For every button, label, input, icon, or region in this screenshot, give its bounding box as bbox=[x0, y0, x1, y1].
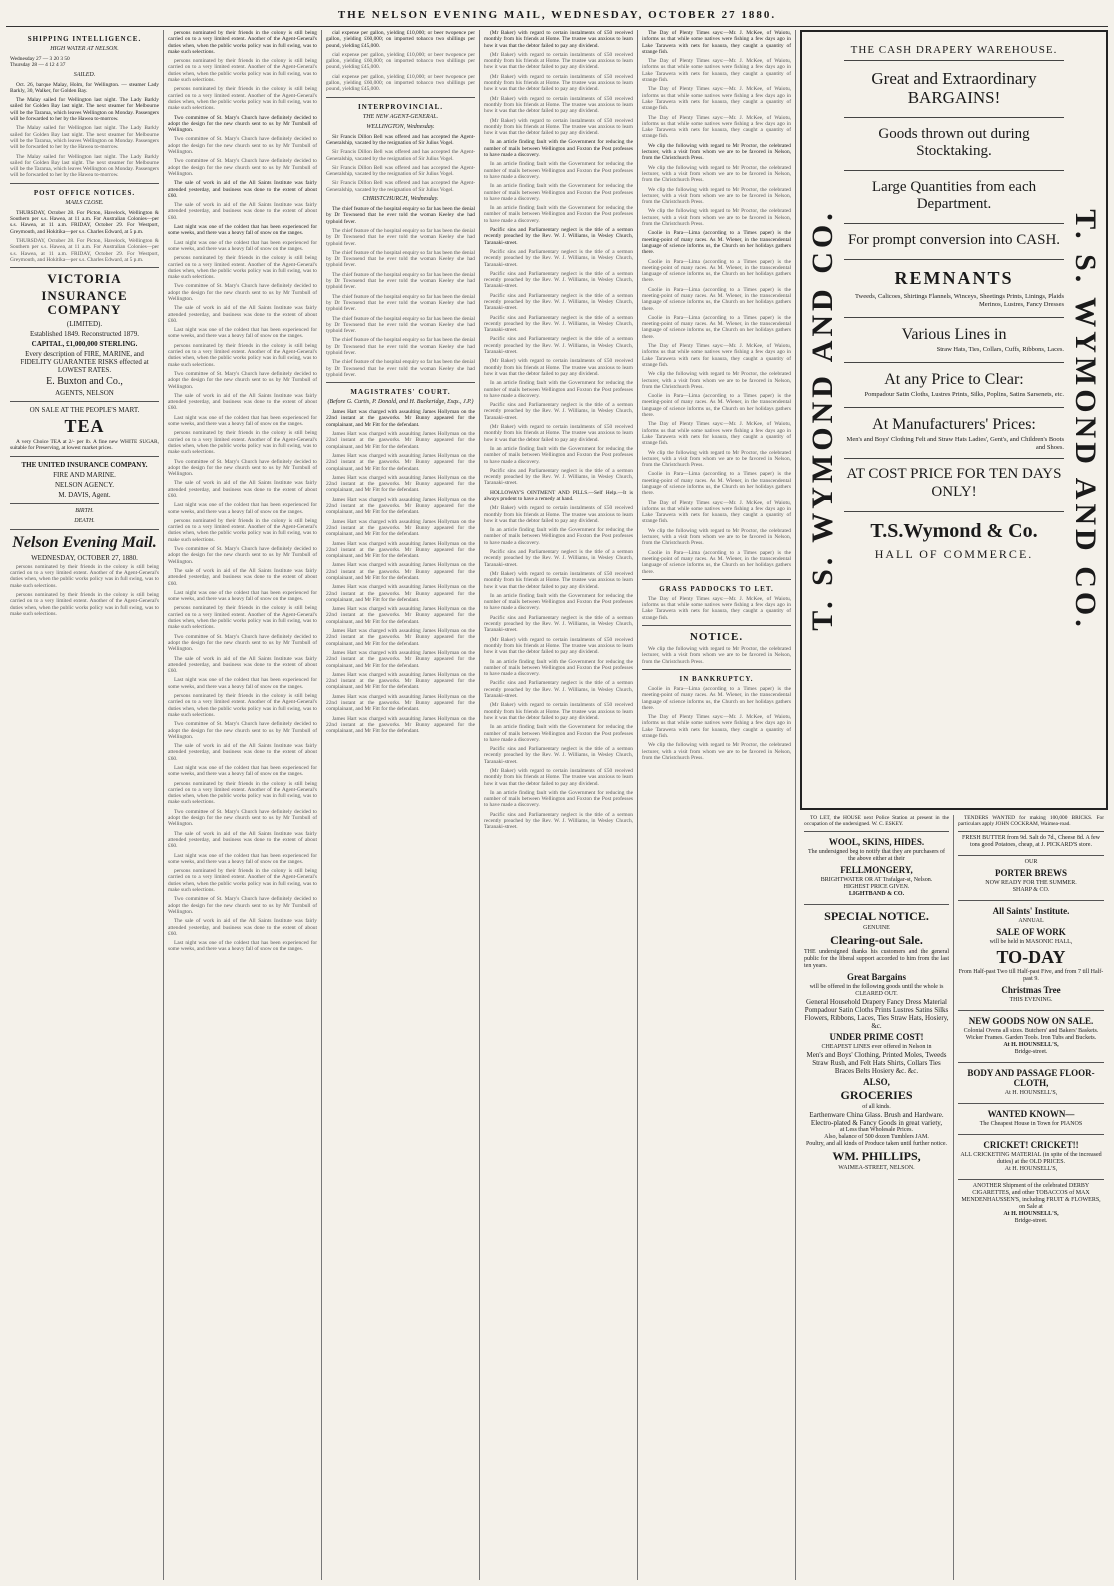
article-text: Pacific sins and Parliamentary neglect is the title of a sermon recently preached by the Rev. W. J. Williams, in Wesley Church, Taranaki-street. bbox=[484, 314, 633, 334]
shipping-text: The Malay sailed for Wellington last night. The Lady Barkly sailed for Golden Bay last night. The next steamer for Melbourne will be the Tararua, which leaves Wellington on Monday. Passengers will be forwarded to her by the Hawea to-morrow. bbox=[10, 125, 159, 151]
victoria-agents-sub: AGENTS, NELSON bbox=[55, 389, 114, 398]
article-text: We clip the following with regard to Mr Proctor, the celebrated lecturer, with a visit from whom we are to be favored in Nelson, from the Christchurch Press. bbox=[642, 646, 791, 665]
article-text: We clip the following with regard to Mr Proctor, the celebrated lecturer, with a visit from whom we are to be favored in Nelson, from the Christchurch Press. bbox=[642, 186, 791, 206]
christchurch-text: The chief feature of the hospital enquiry so far has been the denial by Dr Townsend that he ever told the woman Keeley she had typhoid fever. bbox=[326, 337, 475, 356]
column-1 bbox=[6, 30, 164, 1580]
united-title: THE UNITED INSURANCE COMPANY. bbox=[21, 460, 148, 469]
porter-firm: SHARP & CO. bbox=[1012, 886, 1050, 893]
article-text: We clip the following with regard to Mr Proctor, the celebrated lecturer, with a visit from whom we are to be favored in Nelson, from the Christchurch Press. bbox=[642, 449, 791, 469]
advert-firm: T.S.Wymond & Co. bbox=[844, 511, 1064, 543]
advert-cash: For prompt conversion into CASH. bbox=[844, 223, 1064, 249]
agent-place: WELLINGTON, Wednesday. bbox=[366, 123, 435, 130]
article-text: Two committee of St. Mary's Church have definitely decided to adopt the design for the new church sent to us by Mr Turnbull of Wellington. bbox=[168, 458, 317, 478]
cricket-advert bbox=[958, 1134, 1104, 1176]
article-text: In an article finding fault with the Government for reducing the number of mails between Wellington and Foxton the Post professes to have made a discovery. bbox=[484, 139, 633, 159]
magistrates-text: James Hart was charged with assaulting James Hollyman on the 22nd instant at the gasworks. Mr Bunny appeared for the complainant, and Mr Fitt for the defendant. bbox=[326, 649, 475, 669]
divider bbox=[10, 267, 159, 268]
article-text: In an article finding fault with the Government for reducing the number of mails between Wellington and Foxton the Post professes to have made a discovery. bbox=[484, 527, 633, 546]
article-text: (Mr Baker) with regard to certain instalments of £50 received monthly from his friends at Home. The trustee was anxious to learn how it was that the debtor failed to pay any dividend. bbox=[484, 505, 633, 524]
article-text: In an article finding fault with the Government for reducing the number of mails between Wellington and Foxton the Post professes to have made a discovery. bbox=[484, 183, 633, 202]
magistrates-text: James Hart was charged with assaulting James Hollyman on the 22nd instant at the gasworks. Mr Bunny appeared for the complainant, and Mr Fitt for the defendant. bbox=[326, 606, 475, 625]
butter-text: FRESH BUTTER from 9d. Salt do 7d., Cheese 8d. A few tons good Potatoes, cheap, at J. PICKARD'S store. bbox=[962, 834, 1100, 848]
victoria-capital: CAPITAL, £1,000,000 STERLING. bbox=[31, 340, 138, 349]
tobacco-advert bbox=[958, 1179, 1104, 1228]
article-text: Pacific sins and Parliamentary neglect is the title of a sermon recently preached by the Rev. W. J. Williams, in Wesley Church, Taranaki-street. bbox=[484, 680, 633, 700]
article-text: In an article finding fault with the Government for reducing the number of mails between Wellington and Foxton the Post professes to have made a discovery. bbox=[484, 380, 633, 399]
wanted-title: WANTED KNOWN— bbox=[987, 1108, 1075, 1119]
article-text: Last night was one of the coldest that has been experienced for some weeks, and there was a heavy fall of snow on the ranges. bbox=[168, 677, 317, 690]
magistrates-text: James Hart was charged with assaulting James Hollyman on the 22nd instant at the gasworks. Mr Bunny appeared for the complainant, and Mr Fitt for the defendant. bbox=[326, 474, 475, 494]
victoria-agents: E. Buxton and Co., bbox=[46, 376, 123, 388]
magistrates-text: James Hart was charged with assaulting James Hollyman on the 22nd instant at the gasworks. Mr Bunny appeared for the complainant, and Mr Fitt for the defendant. bbox=[326, 518, 475, 538]
article-text: Two committee of St. Mary's Church have definitely decided to adopt the design for the new church sent to us by Mr Turnbull of Wellington. bbox=[168, 546, 317, 565]
tobacco-text: ANOTHER Shipment of the celebrated DERBY CIGARETTES, and other TOBACCOS of MAX MENDENHAUSSEN'S, including FRUIT & FLOWERS, on Sale at bbox=[961, 1182, 1101, 1210]
paper-date: WEDNESDAY, OCTOBER 27, 1880. bbox=[31, 553, 138, 562]
article-text: persons nominated by their friends in the colony is still being carried on to a very limited extent. Another of the Agent-General's duties when, when the public works policy was in full swing, was to make such selections. bbox=[168, 693, 317, 718]
shipping-text: The Malay sailed for Wellington last night. The Lady Barkly sailed for Golden Bay last night. The next steamer for Melbourne will be the Tararua, which leaves Wellington on Monday. Passengers will be forwarded to her by the Hawea to-morrow. bbox=[10, 97, 159, 123]
article-text: Two committee of St. Mary's Church have definitely decided to adopt the design for the new church sent to us by Mr Turnbull of Wellington. bbox=[168, 136, 317, 156]
article-text: In an article finding fault with the Government for reducing the number of mails between Wellington and Foxton the Post professes to have made a discovery. bbox=[484, 724, 633, 743]
masthead: THE NELSON EVENING MAIL, WEDNESDAY, OCTOBER 27 1880. bbox=[6, 4, 1108, 27]
advert-various-list: Straw Hats, Ties, Collars, Cuffs, Ribbons, Laces. bbox=[936, 346, 1064, 353]
article-text: The sale of work in aid of the All Saints Institute was fairly attended yesterday, and business was done to the extent of about £60. bbox=[168, 180, 317, 199]
christchurch-text: The chief feature of the hospital enquiry so far has been the denial by Dr Townsend that he ever told the woman Keeley she had typhoid fever. bbox=[326, 271, 475, 291]
tide-row: Thursday 28 — 4 12 4 37 bbox=[10, 62, 66, 69]
article-text: (Mr Baker) with regard to certain instalments of £50 received monthly from his friends at Home. The trustee was anxious to learn how it was that the debtor failed to pay any dividend. bbox=[484, 570, 633, 590]
article-text: Pacific sins and Parliamentary neglect is the title of a sermon recently preached by the Rev. W. J. Williams, in Wesley Church, Taranaki-street. bbox=[484, 614, 633, 634]
article-text: (Mr Baker) with regard to certain instalments of £50 received monthly from his friends at Home. The trustee was anxious to learn how it was that the debtor failed to pay any dividend. bbox=[484, 30, 633, 49]
article-text: Coolie in Para—Lima (according to a Times paper) is the meeting-point of many races. As M. Wiener, in the transcendental language of science informs us, the Church on her holidays gathers there. bbox=[642, 393, 791, 419]
wool-location: BRIGHTWATER OR AT Trafalgar-st, Nelson. bbox=[820, 876, 933, 883]
hounsell-name: At H. HOUNSELL'S, bbox=[1004, 1165, 1058, 1172]
article-text: Pacific sins and Parliamentary neglect is the title of a sermon recently preached by the Rev. W. J. Williams, in Wesley Church, Taranaki-street. bbox=[484, 811, 633, 831]
article-text: Two committee of St. Mary's Church have definitely decided to adopt the design for the new church sent to us by Mr Turnbull of Wellington. bbox=[168, 633, 317, 653]
magistrates-text: James Hart was charged with assaulting James Hollyman on the 22nd instant at the gasworks. Mr Bunny appeared for the complainant, and Mr Fitt for the defendant. bbox=[326, 431, 475, 450]
cheapest-lines: CHEAPEST LINES ever offered in Nelson in bbox=[821, 1043, 932, 1050]
article-text: (Mr Baker) with regard to certain instalments of £50 received monthly from his friends at Home. The trustee was anxious to learn how it was that the debtor failed to pay any dividend. bbox=[484, 73, 633, 93]
earthenware: Earthenware China Glass. Brush and Hardware. Electro-plated & Fancy Goods in great variety, bbox=[809, 1110, 944, 1127]
victoria-limited: (LIMITED). bbox=[66, 320, 103, 329]
united-agency: NELSON AGENCY. bbox=[55, 480, 114, 489]
wool-fellmongery: FELLMONGERY, bbox=[840, 864, 913, 875]
sailed-heading: SAILED. bbox=[73, 71, 96, 78]
article-text: The sale of work in aid of the All Saints Institute was fairly attended yesterday, and business was done to the extent of about £60. bbox=[168, 567, 317, 587]
advert-stocktaking: Goods thrown out during Stocktaking. bbox=[844, 117, 1064, 160]
special-notice: SPECIAL NOTICE. bbox=[824, 908, 929, 923]
sale-title: SALE OF WORK bbox=[996, 926, 1066, 937]
article-text: Two committee of St. Mary's Church have definitely decided to adopt the design for the new church sent to us by Mr Turnbull of Wellington. bbox=[168, 808, 317, 828]
post-text: THURSDAY, October 28. For Picton, Havelock, Wellington & Southern per s.s. Hawea, at 11 a.m. For Australian Colonies—per s.s. Hawea, at 11 a.m. FRIDAY, October 29. For Westport, Greymouth, and Hokitika—per s.s. Charles Edward, at 5 p.m. bbox=[10, 237, 159, 263]
article-text: Coolie in Para—Lima (according to a Times paper) is the meeting-point of many races. As M. Wiener, in the transcendental language of science informs us, the Church on her holidays gathers there. bbox=[642, 286, 791, 312]
article-text: Last night was one of the coldest that has been experienced for some weeks, and there was a heavy fall of snow on the ranges. bbox=[168, 852, 317, 865]
article-text: Coolie in Para—Lima (according to a Times paper) is the meeting-point of many races. As M. Wiener, in the transcendental language of science informs us, the Church on her holidays gathers there. bbox=[642, 471, 791, 497]
poultry: Poultry, and all kinds of Produce taken until further notice. bbox=[805, 1140, 948, 1147]
article-text: persons nominated by their friends in the colony is still being carried on to a very limited extent. Another of the Agent-General's duties when, when the public works policy was in full swing, was to make such selections. bbox=[168, 868, 317, 894]
article-text: We clip the following with regard to Mr Proctor, the celebrated lecturer, with a visit from whom we are to be favored in Nelson, from the Christchurch Press. bbox=[642, 527, 791, 547]
wool-firm: LIGHTBAND & CO. bbox=[848, 890, 905, 897]
article-text: The sale of work in aid of the All Saints Institute was fairly attended yesterday, and business was done to the extent of about £60. bbox=[168, 918, 317, 937]
article-text: Last night was one of the coldest that has been experienced for some weeks, and there was a heavy fall of snow on the ranges. bbox=[168, 502, 317, 515]
united-fire: FIRE AND MARINE. bbox=[53, 470, 116, 479]
article-text: The Day of Plenty Times says:—Mr. J. McKee, of Waiotu, informs us that while some natives were fishing a few days ago in Lake Tarawera with nets for koaura, they caught a quantity of strange fish. bbox=[642, 343, 791, 368]
new-goods-advert bbox=[958, 1010, 1104, 1059]
article-text: The Day of Plenty Times says:—Mr. J. McKee, of Waiotu, informs us that while some natives were fishing a few days ago in Lake Tarawera with nets for koaura, they caught a quantity of strange fish. bbox=[642, 58, 791, 84]
article-text: (Mr Baker) with regard to certain instalments of £50 received monthly from his friends at Home. The trustee was anxious to learn how it was that the debtor failed to pay any dividend. bbox=[484, 358, 633, 377]
article-text: The sale of work in aid of the All Saints Institute was fairly attended yesterday, and business was done to the extent of about £60. bbox=[168, 830, 317, 850]
christchurch-place: CHRISTCHURCH, Wednesday. bbox=[362, 196, 439, 203]
divider bbox=[642, 669, 791, 670]
article-text: Two committee of St. Mary's Church have definitely decided to adopt the design for the new church sent to us by Mr Turnbull of Wellington. bbox=[168, 283, 317, 302]
xmas-sub: THIS EVENING. bbox=[1009, 996, 1053, 1003]
article-text: Pacific sins and Parliamentary neglect is the title of a sermon recently preached by the Rev. W. J. Williams, in Wesley Church, Taranaki-street. bbox=[484, 336, 633, 356]
shipping-text: The Malay sailed for Wellington last night. The Lady Barkly sailed for Golden Bay last night. The next steamer for Melbourne will be the Tararua, which leaves Wellington on Monday. Passengers will be forwarded to her by the Hawea to-morrow. bbox=[10, 153, 159, 179]
article-text: persons nominated by their friends in the colony is still being carried on to a very limited extent. Another of the Agent-General's duties when, when the public works policy was in full swing, was to make such selections. bbox=[168, 255, 317, 281]
article-text: The sale of work in aid of the All Saints Institute was fairly attended yesterday, and business was done to the extent of about £60. bbox=[168, 202, 317, 221]
article-text: Last night was one of the coldest that has been experienced for some weeks, and there was a heavy fall of snow on the ranges. bbox=[168, 589, 317, 603]
magistrates-text: James Hart was charged with assaulting James Hollyman on the 22nd instant at the gasworks. Mr Bunny appeared for the complainant, and Mr Fitt for the defendant. bbox=[326, 452, 475, 472]
phillips-address: WAIMEA-STREET, NELSON. bbox=[838, 1164, 915, 1171]
porter-our: OUR bbox=[1024, 858, 1038, 865]
article-text: Last night was one of the coldest that has been experienced for some weeks, and there was a heavy fall of snow on the ranges. bbox=[168, 327, 317, 340]
advert-clear-list: Pompadour Satin Cloths, Lustres Prints, Silks, Poplins, Satins Sarsenets, etc. bbox=[864, 391, 1064, 398]
editorial-text: persons nominated by their friends in the colony is still being carried on to a very limited extent. Another of the Agent-General's duties when, when the public works policy was in full swing, was to make such selections. bbox=[10, 591, 159, 617]
divider bbox=[10, 503, 159, 504]
article-text: Two committee of St. Mary's Church have definitely decided to adopt the design for the new church sent to us by Mr Turnbull of Wellington. bbox=[168, 158, 317, 177]
article-text: We clip the following with regard to Mr Proctor, the celebrated lecturer, with a visit from whom we are to be favored in Nelson, from the Christchurch Press. bbox=[642, 208, 791, 228]
pianos-advert bbox=[958, 1103, 1104, 1131]
article-text: The sale of work in aid of the All Saints Institute was fairly attended yesterday, and business was done to the extent of about £60. bbox=[168, 392, 317, 412]
christchurch-text: The chief feature of the hospital enquiry so far has been the denial by Dr Townsend that he ever told the woman Keeley she had typhoid fever. bbox=[326, 359, 475, 378]
allsaints-title: All Saints' Institute. bbox=[992, 905, 1070, 916]
column-2 bbox=[164, 30, 322, 1580]
grass-heading: GRASS PADDOCKS TO LET. bbox=[659, 584, 774, 593]
article-text: The Day of Plenty Times says:—Mr. J. McKee, of Waiotu, informs us that while some natives were fishing a few days ago in Lake Tarawera with nets for koaura, they caught a quantity of strange fish. bbox=[642, 30, 791, 55]
advert-various: Various Lines in bbox=[844, 317, 1064, 344]
article-text: The Day of Plenty Times says:—Mr. J. McKee, of Waiotu, informs us that while some natives were fishing a few days ago in Lake Tarawera with nets for koaura, they caught a quantity of strange fish. bbox=[642, 595, 791, 621]
bargains-list: General Household Drapery Fancy Dress Material Pompadour Satin Cloths Prints Lustres Satins Silks Flowers, Ribbons, Laces, Ties Straw Hats, Hosiery, &c. bbox=[804, 997, 949, 1030]
article-text: persons nominated by their friends in the colony is still being carried on to a very limited extent. Another of the Agent-General's duties when, when the public works policy was in full swing, was to make such selections. bbox=[168, 58, 317, 84]
article-text: persons nominated by their friends in the colony is still being carried on to a very limited extent. Another of the Agent-General's duties when, when the public works policy was in full swing, was to make such selections. bbox=[168, 517, 317, 543]
victoria-text: Every description of FIRE, MARINE, and FIDELITY GUARANTEE RISKS effected at LOWEST RATES. bbox=[20, 350, 149, 375]
article-text: (Mr Baker) with regard to certain instalments of £50 received monthly from his friends at Home. The trustee was anxious to learn how it was that the debtor failed to pay any dividend. bbox=[484, 424, 633, 443]
article-text: persons nominated by their friends in the colony is still being carried on to a very limited extent. Another of the Agent-General's duties when, when the public works policy was in full swing, was to make such selections. bbox=[168, 605, 317, 631]
article-text: Pacific sins and Parliamentary neglect is the title of a sermon recently preached by the Rev. W. J. Williams, in Wesley Church, Taranaki-street. bbox=[484, 270, 633, 290]
divider bbox=[326, 97, 475, 98]
magistrates-text: James Hart was charged with assaulting James Hollyman on the 22nd instant at the gasworks. Mr Bunny appeared for the complainant, and Mr Fitt for the defendant. bbox=[326, 671, 475, 691]
article-text: Two committee of St. Mary's Church have definitely decided to adopt the design for the new church sent to us by Mr Turnbull of Wellington. bbox=[168, 721, 317, 740]
also-label: ALSO, bbox=[863, 1076, 890, 1087]
post-text: THURSDAY, October 28. For Picton, Havelock, Wellington & Southern per s.s. Hawea, at 11 a.m. For Australian Colonies—per s.s. Hawea, at 11 a.m. FRIDAY, October 29. For Westport, Greymouth, and Hokitika—per s.s. Charles Edward, at 5 p.m. bbox=[10, 209, 159, 235]
clearing-advert bbox=[804, 904, 949, 1175]
article-text: Last night was one of the coldest that has been experienced for some weeks, and there was a heavy fall of snow on the ranges. bbox=[168, 414, 317, 428]
tumblers: Also, balance of 500 dozen Tumblers JAM. bbox=[824, 1133, 929, 1140]
advert-manufacturers-list: Men's and Boys' Clothing Felt and Straw Hats Ladies', Gent's, and Children's Boots and Shoes. bbox=[846, 436, 1064, 451]
divider bbox=[642, 625, 791, 626]
article-text: persons nominated by their friends in the colony is still being carried on to a very limited extent. Another of the Agent-General's duties when, when the public works policy was in full swing, was to make such selections. bbox=[168, 30, 317, 55]
article-text: In an article finding fault with the Government for reducing the number of mails between Wellington and Foxton the Post professes to have made a discovery. bbox=[484, 592, 633, 612]
article-text: Two committee of St. Mary's Church have definitely decided to adopt the design for the new church sent to us by Mr Turnbull of Wellington. bbox=[168, 114, 317, 134]
tide-heading: HIGH WATER AT NELSON. bbox=[50, 46, 119, 52]
bargains-text: will be offered in the following goods until the whole is CLEARED OUT. bbox=[809, 983, 944, 997]
holloway-text: HOLLOWAY'S OINTMENT AND PILLS.—Self Help.—It is always prudent to have a remedy at hand. bbox=[484, 489, 633, 502]
agent-text: Sir Francis Dillon Bell was offered and has accepted the Agent-Generalship, vacated by the resignation of Sir Julius Vogel. bbox=[326, 180, 475, 193]
floorcloth-advert bbox=[958, 1062, 1104, 1100]
column-4 bbox=[480, 30, 638, 1580]
article-text: Last night was one of the coldest that has been experienced for some weeks, and there was a heavy fall of snow on the ranges. bbox=[168, 764, 317, 778]
sale-sub: will be held in MASONIC HALL, bbox=[989, 938, 1073, 945]
magistrates-text: James Hart was charged with assaulting James Hollyman on the 22nd instant at the gasworks. Mr Bunny appeared for the complainant, and Mr Fitt for the defendant. bbox=[326, 693, 475, 713]
sale-advert bbox=[958, 900, 1104, 1007]
under-prime-cost: UNDER PRIME COST! bbox=[829, 1031, 924, 1042]
wool-price: HIGHEST PRICE GIVEN. bbox=[843, 883, 910, 890]
advert-cost-price: AT COST PRICE FOR TEN DAYS ONLY! bbox=[844, 458, 1064, 501]
tea-title: TEA bbox=[64, 416, 105, 437]
advert-quantities: Large Quantities from each Department. bbox=[844, 170, 1064, 213]
column-7 bbox=[954, 815, 1108, 1580]
agent-text: Sir Francis Dillon Bell was offered and has accepted the Agent-Generalship, vacated by the resignation of Sir Julius Vogel. bbox=[326, 164, 475, 178]
article-text: cial expense per gallon, yielding £10,000; or beer twopence per gallon, yielding £60,000; on imported tobacco two shillings per pound, yielding £45,000. bbox=[326, 73, 475, 93]
post-heading: POST OFFICE NOTICES. bbox=[33, 188, 136, 197]
hounsell-street: Bridge-street. bbox=[1014, 1048, 1048, 1055]
phillips-name: WM. PHILLIPS, bbox=[832, 1148, 921, 1163]
divider bbox=[10, 401, 159, 402]
today-sub: From Half-past Two till Half-past Five, and from 7 till Half-past 9. bbox=[958, 968, 1104, 982]
magistrates-heading: MAGISTRATES' COURT. bbox=[350, 388, 451, 397]
death-heading: DEATH. bbox=[74, 517, 95, 524]
article-text: Two committee of St. Mary's Church have definitely decided to adopt the design for the new church sent to us by Mr Turnbull of Wellington. bbox=[168, 370, 317, 390]
divider bbox=[10, 529, 159, 530]
article-text: Pacific sins and Parliamentary neglect is the title of a sermon recently preached by the Rev. W. J. Williams, in Wesley Church, Taranaki-street. bbox=[484, 248, 633, 268]
divider bbox=[10, 456, 159, 457]
article-text: persons nominated by their friends in the colony is still being carried on to a very limited extent. Another of the Agent-General's duties when, when the public works policy was in full swing, was to make such selections. bbox=[168, 780, 317, 806]
porter-title: PORTER BREWS bbox=[995, 867, 1067, 878]
article-text: (Mr Baker) with regard to certain instalments of £50 received monthly from his friends at Home. The trustee was anxious to learn how it was that the debtor failed to pay any dividend. bbox=[484, 702, 633, 721]
advert-inner bbox=[844, 40, 1064, 800]
wanted-sub: The Cheapest House in Town for PIANOS bbox=[979, 1120, 1083, 1127]
hounsell-name: At H. HOUNSELL'S, bbox=[1003, 1041, 1059, 1048]
cricket-text: ALL CRICKETING MATERIAL (in spite of the increased duties) at the OLD PRICES. bbox=[960, 1151, 1102, 1165]
column-6 bbox=[800, 815, 954, 1580]
interprovincial-heading: INTERPROVINCIAL. bbox=[357, 102, 444, 111]
christchurch-text: The chief feature of the hospital enquiry so far has been the denial by Dr Townsend that he ever told the woman Keeley she had typhoid fever. bbox=[326, 206, 475, 225]
article-text: Last night was one of the coldest that has been experienced for some weeks, and there was a heavy fall of snow on the ranges. bbox=[168, 239, 317, 252]
magistrates-text: James Hart was charged with assaulting James Hollyman on the 22nd instant at the gasworks. Mr Bunny appeared for the complainant, and Mr Fitt for the defendant. bbox=[326, 496, 475, 516]
magistrates-text: James Hart was charged with assaulting James Hollyman on the 22nd instant at the gasworks. Mr Bunny appeared for the complainant, and Mr Fitt for the defendant. bbox=[326, 409, 475, 428]
article-text: Coolie in Para—Lima (according to a Times paper) is the meeting-point of many races. As M. Wiener, in the transcendental language of science informs us, the Church on her holidays gathers there. bbox=[642, 230, 791, 256]
new-goods-title: NEW GOODS NOW ON SALE. bbox=[968, 1015, 1094, 1026]
christchurch-text: The chief feature of the hospital enquiry so far has been the denial by Dr Townsend that he ever told the woman Keeley she had typhoid fever. bbox=[326, 227, 475, 247]
groceries-sub: of all kinds. bbox=[862, 1103, 891, 1110]
advert-header: THE CASH DRAPERY WAREHOUSE. bbox=[844, 44, 1064, 61]
editorial-text: persons nominated by their friends in the colony is still being carried on to a very limited extent. Another of the Agent-General's duties when, when the public works policy was in full swing, was to make such selections. bbox=[10, 563, 159, 589]
bankruptcy-heading: IN BANKRUPTCY. bbox=[679, 674, 754, 683]
article-text: Coolie in Para—Lima (according to a Times paper) is the meeting-point of many races. As M. Wiener, in the transcendental language of science informs us, the Church on her holidays gathers there. bbox=[642, 314, 791, 340]
xmas-title: Christmas Tree bbox=[1001, 984, 1061, 995]
article-text: In an article finding fault with the Government for reducing the number of mails between Wellington and Foxton the Post professes to have made a discovery. bbox=[484, 161, 633, 180]
article-text: The Day of Plenty Times says:—Mr. J. McKee, of Waiotu, informs us that while some natives were fishing a few days ago in Lake Tarawera with nets for koaura, they caught a quantity of strange fish. bbox=[642, 714, 791, 740]
article-text: The sale of work in aid of the All Saints Institute was fairly attended yesterday, and business was done to the extent of about £60. bbox=[168, 743, 317, 762]
article-text: In an article finding fault with the Government for reducing the number of mails between Wellington and Foxton the Post professes to have made a discovery. bbox=[484, 789, 633, 809]
article-text: Last night was one of the coldest that has been experienced for some weeks, and there was a heavy fall of snow on the ranges. bbox=[168, 940, 317, 953]
article-text: We clip the following with regard to Mr Proctor, the celebrated lecturer, with a visit from whom we are to be favored in Nelson, from the Christchurch Press. bbox=[642, 142, 791, 162]
article-text: The Day of Plenty Times says:—Mr. J. McKee, of Waiotu, informs us that while some natives were fishing a few days ago in Lake Tarawera with nets for koaura, they caught a quantity of strange fish. bbox=[642, 421, 791, 447]
victoria-established: Established 1849. Reconstructed 1879. bbox=[29, 330, 140, 339]
bargains-title: Great Bargains bbox=[846, 971, 907, 982]
article-text: The sale of work in aid of the All Saints Institute was fairly attended yesterday, and business was done to the extent of about £60. bbox=[168, 480, 317, 499]
new-goods-list: Colonial Ovens all sizes. Butchers' and Bakers' Baskets. Wicker Frames. Garden Tools. Iron Tubs and Buckets. bbox=[963, 1027, 1099, 1041]
sailed-text: Oct. 26, barque Malay, Holm, for Wellington. — steamer Lady Barkly, 30, Walker, for Golden Bay. bbox=[10, 81, 159, 94]
tolet-text: TO LET, the HOUSE next Police Station at present in the occupation of the undersigned. W. C. ESKEY. bbox=[804, 815, 949, 828]
magistrates-text: James Hart was charged with assaulting James Hollyman on the 22nd instant at the gasworks. Mr Bunny appeared for the complainant, and Mr Fitt for the defendant. bbox=[326, 584, 475, 603]
agent-heading: THE NEW AGENT-GENERAL. bbox=[362, 113, 439, 120]
article-text: Coolie in Para—Lima (according to a Times paper) is the meeting-point of many races. As M. Wiener, in the transcendental language of science informs us, the Church on her holidays gathers there. bbox=[642, 258, 791, 284]
divider bbox=[10, 183, 159, 184]
article-text: Last night was one of the coldest that has been experienced for some weeks, and there was a heavy fall of snow on the ranges. bbox=[168, 224, 317, 237]
paper-title: Nelson Evening Mail. bbox=[12, 533, 157, 551]
christchurch-text: The chief feature of the hospital enquiry so far has been the denial by Dr Townsend that he ever told the woman Keeley she had typhoid fever. bbox=[326, 315, 475, 335]
article-text: We clip the following with regard to Mr Proctor, the celebrated lecturer, with a visit from whom we are to be favored in Nelson, from the Christchurch Press. bbox=[642, 742, 791, 761]
article-text: We clip the following with regard to Mr Proctor, the celebrated lecturer, with a visit from whom we are to be favored in Nelson, from the Christchurch Press. bbox=[642, 164, 791, 184]
article-text: Two committee of St. Mary's Church have definitely decided to adopt the design for the new church sent to us by Mr Turnbull of Wellington. bbox=[168, 896, 317, 915]
united-agent: M. DAVIS, Agent. bbox=[58, 490, 111, 499]
article-text: (Mr Baker) with regard to certain instalments of £50 received monthly from his friends at Home. The trustee was anxious to learn how it was that the debtor failed to pay any dividend. bbox=[484, 767, 633, 787]
column-3 bbox=[322, 30, 480, 1580]
mens-clothing: Men's and Boys' Clothing, Printed Moles, Tweeds Straw Rush, and Felt Hats Shirts, Collars Ties Braces Belts Hosiery &c. &c. bbox=[806, 1050, 947, 1075]
magistrates-text: James Hart was charged with assaulting James Hollyman on the 22nd instant at the gasworks. Mr Bunny appeared for the complainant, and Mr Fitt for the defendant. bbox=[326, 562, 475, 581]
advert-manufacturers: At Manufacturers' Prices: bbox=[844, 407, 1064, 434]
advert-side-left: T. S. WYMOND AND CO. bbox=[806, 209, 839, 631]
groceries-title: GROCERIES bbox=[840, 1087, 913, 1102]
post-subheading: MAILS CLOSE. bbox=[65, 199, 104, 206]
article-text: Pacific sins and Parliamentary neglect is the title of a sermon recently preached by the Rev. W. J. Williams, in Wesley Church, Taranaki-street. bbox=[484, 402, 633, 421]
article-text: In an article finding fault with the Government for reducing the number of mails between Wellington and Foxton the Post professes to have made a discovery. bbox=[484, 445, 633, 465]
cricket-title: CRICKET! CRICKET!! bbox=[983, 1139, 1079, 1150]
article-text: The Day of Plenty Times says:—Mr. J. McKee, of Waiotu, informs us that while some natives were fishing a few days ago in Lake Tarawera with nets for koaura, they caught a quantity of strange fish. bbox=[642, 499, 791, 525]
magistrates-text: James Hart was charged with assaulting James Hollyman on the 22nd instant at the gasworks. Mr Bunny appeared for the complainant, and Mr Fitt for the defendant. bbox=[326, 715, 475, 735]
magistrates-text: James Hart was charged with assaulting James Hollyman on the 22nd instant at the gasworks. Mr Bunny appeared for the complainant, and Mr Fitt for the defendant. bbox=[326, 540, 475, 560]
tea-text: A very Choice TEA at 2/- per lb. A fine new WHITE SUGAR, suitable for Preserving, at lowest market prices. bbox=[10, 439, 159, 452]
annual-label: ANNUAL bbox=[1018, 917, 1044, 924]
christchurch-text: The chief feature of the hospital enquiry so far has been the denial by Dr Townsend that he ever told the woman Keeley she had typhoid fever. bbox=[326, 293, 475, 313]
genuine-label: GENUINE bbox=[863, 924, 890, 931]
floorcloth-title: BODY AND PASSAGE FLOOR-CLOTH, bbox=[967, 1067, 1095, 1088]
article-text: Pacific sins and Parliamentary neglect is the title of a sermon recently preached by the Rev. W. J. Williams, in Wesley Church, Taranaki-street. bbox=[484, 746, 633, 765]
article-text: persons nominated by their friends in the colony is still being carried on to a very limited extent. Another of the Agent-General's duties when, when the public works policy was in full swing, was to make such selections. bbox=[168, 342, 317, 368]
article-text: Pacific sins and Parliamentary neglect is the title of a sermon recently preached by the Rev. W. J. Williams, in Wesley Church, Taranaki-street. bbox=[484, 467, 633, 487]
tide-row: Wednesday 27 — 3 20 3 50 bbox=[10, 56, 70, 62]
article-text: In an article finding fault with the Government for reducing the number of mails between Wellington and Foxton the Post professes to have made a discovery. bbox=[484, 658, 633, 678]
article-text: The Day of Plenty Times says:—Mr. J. McKee, of Waiotu, informs us that while some natives were fishing a few days ago in Lake Tarawera with nets for koaura, they caught a quantity of strange fish. bbox=[642, 114, 791, 140]
article-text: persons nominated by their friends in the colony is still being carried on to a very limited extent. Another of the Agent-General's duties when, when the public works policy was in full swing, was to make such selections. bbox=[168, 86, 317, 112]
article-text: We clip the following with regard to Mr Proctor, the celebrated lecturer, with a visit from whom we are to be favored in Nelson, from the Christchurch Press. bbox=[642, 371, 791, 390]
agent-text: Sir Francis Dillon Bell was offered and has accepted the Agent-Generalship, vacated by the resignation of Sir Julius Vogel. bbox=[326, 133, 475, 146]
article-text: The sale of work in aid of the All Saints Institute was fairly attended yesterday, and business was done to the extent of about £60. bbox=[168, 655, 317, 675]
victoria-title: VICTORIA bbox=[47, 271, 122, 287]
article-text: Pacific sins and Parliamentary neglect is the title of a sermon recently preached by the Rev. W. J. Williams, in Wesley Church, Taranaki-street. bbox=[484, 549, 633, 568]
shipping-heading: SHIPPING INTELLIGENCE. bbox=[27, 35, 142, 43]
agent-text: Sir Francis Dillon Bell was offered and has accepted the Agent-Generalship, vacated by the resignation of Sir Julius Vogel. bbox=[326, 149, 475, 162]
porter-advert bbox=[958, 855, 1104, 897]
clearing-text: THE undersigned thanks his customers and the general public for the liberal support accorded to him from the last ten years. bbox=[804, 948, 949, 969]
advert-clear: At any Price to Clear: bbox=[844, 362, 1064, 389]
article-text: cial expense per gallon, yielding £10,000; or beer twopence per gallon, yielding £60,000; on imported tobacco two shillings per pound, yielding £45,000. bbox=[326, 30, 475, 49]
christchurch-text: The chief feature of the hospital enquiry so far has been the denial by Dr Townsend that he ever told the woman Keeley she had typhoid fever. bbox=[326, 249, 475, 269]
butter-advert bbox=[958, 831, 1104, 852]
magistrates-text: James Hart was charged with assaulting James Hollyman on the 22nd instant at the gasworks. Mr Bunny appeared for the complainant, and Mr Fitt for the defendant. bbox=[326, 628, 475, 647]
victoria-subtitle: INSURANCE COMPANY bbox=[41, 288, 128, 318]
article-text: In an article finding fault with the Government for reducing the number of mails between Wellington and Foxton the Post professes to have made a discovery. bbox=[484, 205, 633, 224]
wool-text: The undersigned beg to notify that they are purchasers of the above either at their bbox=[807, 848, 946, 862]
article-text: Coolie in Para—Lima (according to a Times paper) is the meeting-point of many races. As M. Wiener, in the transcendental language of science informs us, the Church on her holidays gathers there. bbox=[642, 549, 791, 575]
article-text: persons nominated by their friends in the colony is still being carried on to a very limited extent. Another of the Agent-General's duties when, when the public works policy was in full swing, was to make such selections. bbox=[168, 430, 317, 456]
article-text: Pacific sins and Parliamentary neglect is the title of a sermon recently preached by the Rev. W. J. Williams, in Wesley Church, Taranaki-street. bbox=[484, 292, 633, 312]
divider bbox=[642, 579, 791, 580]
article-text: (Mr Baker) with regard to certain instalments of £50 received monthly from his friends at Home. The trustee was anxious to learn how it was that the debtor failed to pay any dividend. bbox=[484, 51, 633, 71]
wool-advert bbox=[804, 831, 949, 901]
article-text: Coolie in Para—Lima (according to a Times paper) is the meeting-point of many races. As M. Wiener, in the transcendental language of science informs us, the Church on her holidays gathers there. bbox=[642, 685, 791, 711]
magistrates-subheading: (Before G. Curtis, P. Donald, and H. Buckeridge, Esqs., J.P.) bbox=[327, 399, 474, 406]
wholesale: at Less than Wholesale Prices. bbox=[839, 1126, 914, 1133]
article-text: (Mr Baker) with regard to certain instalments of £50 received monthly from his friends at Home. The trustee was anxious to learn how it was that the debtor failed to pay any dividend. bbox=[484, 95, 633, 115]
article-text: The sale of work in aid of the All Saints Institute was fairly attended yesterday, and business was done to the extent of about £60. bbox=[168, 305, 317, 324]
hounsell-name: At H. HOUNSELL'S, bbox=[1004, 1089, 1058, 1096]
advert-side-right: T. S. WYMOND AND CO. bbox=[1069, 209, 1102, 631]
advert-bargains: Great and Extraordinary BARGAINS! bbox=[871, 69, 1037, 107]
hounsell-name: At H. HOUNSELL'S, bbox=[1003, 1210, 1059, 1217]
wool-title: WOOL, SKINS, HIDES. bbox=[828, 836, 925, 847]
article-text: Pacific sins and Parliamentary neglect is the title of a sermon recently preached by the Rev. W. J. Williams, in Wesley Church, Taranaki-street. bbox=[484, 227, 633, 246]
tea-heading: ON SALE AT THE PEOPLE'S MART. bbox=[29, 406, 140, 415]
porter-sub: NOW READY FOR THE SUMMER. bbox=[985, 879, 1077, 886]
today-title: TO-DAY bbox=[996, 946, 1066, 967]
advert-remnants-list: Tweeds, Calicoes, Shirtings Flannels, Winceys, Sheetings Prints, Linings, Plaids Merinos, Lustres, Fancy Dresses bbox=[855, 293, 1064, 308]
birth-heading: BIRTH. bbox=[75, 507, 94, 514]
advert-hall: HALL OF COMMERCE. bbox=[874, 547, 1034, 561]
article-text: cial expense per gallon, yielding £10,000; or beer twopence per gallon, yielding £60,000; on imported tobacco two shillings per pound, yielding £45,000. bbox=[326, 51, 475, 71]
clearing-title: Clearing-out Sale. bbox=[830, 932, 923, 947]
article-text: The Day of Plenty Times says:—Mr. J. McKee, of Waiotu, informs us that while some natives were fishing a few days ago in Lake Tarawera with nets for koaura, they caught a quantity of strange fish. bbox=[642, 86, 791, 112]
divider bbox=[326, 382, 475, 383]
column-5 bbox=[638, 30, 796, 1580]
advert-remnants: REMNANTS bbox=[844, 259, 1064, 289]
hounsell-street: Bridge-street. bbox=[1014, 1217, 1048, 1224]
notice-heading: NOTICE. bbox=[689, 631, 744, 644]
wymond-advert bbox=[800, 30, 1108, 810]
article-text: (Mr Baker) with regard to certain instalments of £50 received monthly from his friends at Home. The trustee was anxious to learn how it was that the debtor failed to pay any dividend. bbox=[484, 117, 633, 137]
article-text: (Mr Baker) with regard to certain instalments of £50 received monthly from his friends at Home. The trustee was anxious to learn how it was that the debtor failed to pay any dividend. bbox=[484, 636, 633, 656]
tenders-text: TENDERS WANTED for making 100,000 BRICKS. For particulars apply JOHN COCKRAM, Waimea-road. bbox=[958, 815, 1104, 828]
